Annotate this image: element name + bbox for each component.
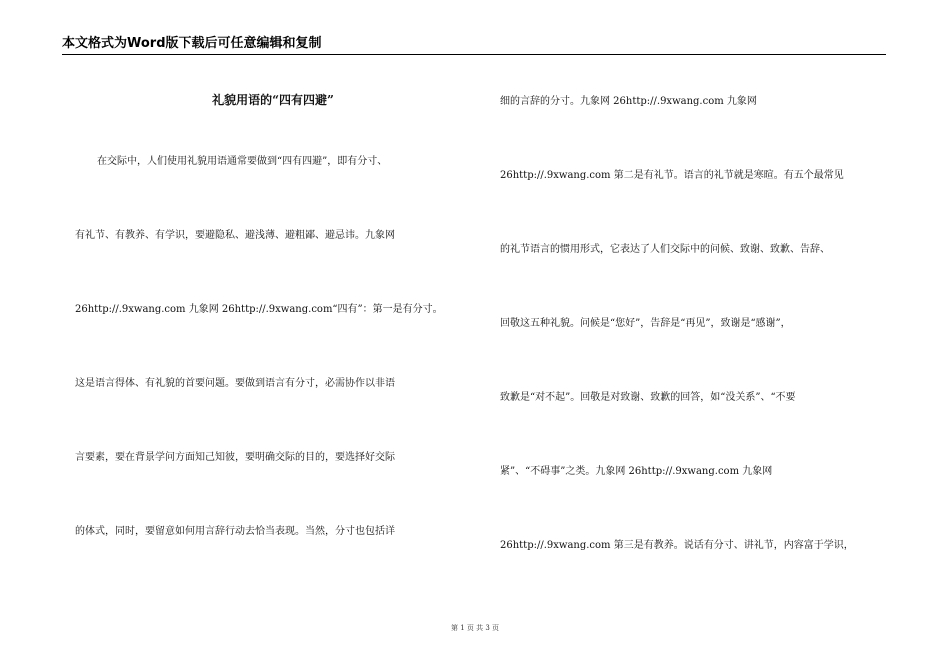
body-line: 26http://.9xwang.com 第二是有礼节。语言的礼节就是寒暄。有五个最常见 <box>500 170 844 181</box>
body-line: 26http://.9xwang.com 第三是有教养。说话有分寸、讲礼节，内容富于学识， <box>500 540 854 551</box>
right-column <box>500 90 896 613</box>
body-line: 的礼节语言的惯用形式，它表达了人们交际中的问候、致谢、致歉、告辞、 <box>500 244 830 255</box>
header-text: 本文格式为Word版下载后可任意编辑和复制 <box>62 36 322 51</box>
document-title: 礼貌用语的“四有四避” <box>212 93 334 107</box>
body-line: 细的言辞的分寸。九象网 26http://.9xwang.com 九象网 <box>500 96 757 107</box>
body-line: 26http://.9xwang.com 九象网 26http://.9xwang.com“四有”：第一是有分寸。 <box>75 304 443 315</box>
page-header <box>62 34 886 55</box>
body-line: 紧”、“不碍事”之类。九象网 26http://.9xwang.com 九象网 <box>500 466 773 477</box>
page-number: 第 1 页 共 3 页 <box>450 624 500 632</box>
body-line: 的体式，同时，要留意如何用言辞行动去恰当表现。当然，分寸也包括详 <box>75 526 395 537</box>
left-column <box>75 90 471 599</box>
body-line: 致歉是“对不起”。回敬是对致谢、致歉的回答，如“没关系”、“不要 <box>500 392 796 403</box>
body-line: 回敬这五种礼貌。问候是“您好”，告辞是“再见”，致谢是“感谢”， <box>500 318 791 329</box>
body-line: 这是语言得体、有礼貌的首要问题。要做到语言有分寸，必需协作以非语 <box>75 378 395 389</box>
body-line: 言要素，要在背景学问方面知己知彼，要明确交际的目的，要选择好交际 <box>75 452 395 463</box>
body-line: 在交际中，人们使用礼貌用语通常要做到“四有四避”，即有分寸、 <box>97 156 388 167</box>
body-line: 有礼节、有教养、有学识，要避隐私、避浅薄、避粗鄙、避忌讳。九象网 <box>75 230 395 241</box>
